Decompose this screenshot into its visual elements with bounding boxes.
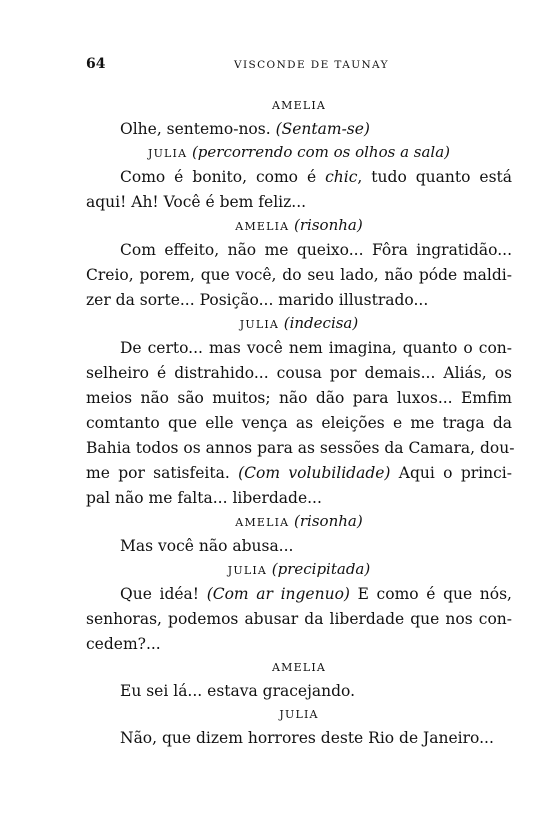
speaker-name: AMELIA [271, 661, 327, 674]
text-line: Como é bonito, como é chic, tudo quanto está [120, 168, 512, 186]
speech-block [86, 726, 512, 751]
text-line: pal não me falta... liberdade... [86, 489, 322, 507]
speech-block [86, 534, 512, 559]
speaker-name: AMELIA [235, 220, 290, 233]
text-line: cedem?... [86, 635, 161, 653]
stage-direction: (indecisa) [283, 314, 359, 332]
stage-direction: (Sentam-se) [275, 120, 370, 138]
speaker-heading [86, 514, 512, 530]
speech-block [86, 679, 512, 704]
text-line: Bahia todos os annos para as sessões da Camara, dou- [86, 439, 515, 457]
text-line: Que idéa! (Com ar ingenuo) E como é que nós, [120, 585, 512, 603]
text-line: meios não são muitos; não dão para luxos... Emfim [86, 389, 512, 407]
speech-block [86, 336, 515, 511]
text-line: selheiro é distrahido... cousa por demais... Aliás, os [86, 364, 512, 382]
text-line: Creio, porem, que você, do seu lado, não póde maldi- [86, 266, 512, 284]
text-line: Olhe, sentemo-nos. (Sentam-se) [120, 120, 370, 138]
speaker-heading [86, 145, 512, 161]
speaker-heading [86, 218, 512, 234]
stage-direction: (risonha) [294, 512, 363, 530]
running-title: VISCONDE DE TAUNAY [234, 59, 389, 71]
speech-block [86, 238, 512, 313]
speaker-name: AMELIA [235, 516, 290, 529]
stage-direction: (risonha) [294, 216, 363, 234]
text-line: zer da sorte... Posição... marido illustrado... [86, 291, 429, 309]
running-head [86, 56, 506, 76]
speech-block [86, 117, 512, 142]
speaker-heading [86, 316, 512, 332]
speech-block [86, 582, 512, 657]
speaker-name: JULIA [227, 564, 268, 577]
speaker-heading [86, 98, 512, 113]
speaker-name: JULIA [239, 318, 280, 331]
stage-direction: (percorrendo com os olhos a sala) [191, 143, 451, 161]
speaker-heading [86, 660, 512, 675]
speaker-name: AMELIA [271, 99, 327, 112]
speaker-name: JULIA [147, 147, 188, 160]
text-line: me por satisfeita. (Com volubilidade) Aqui o princi- [86, 464, 512, 482]
dialogue-text [86, 95, 515, 751]
speaker-heading [86, 707, 512, 722]
text-line: Não, que dizem horrores deste Rio de Janeiro... [120, 729, 494, 747]
text-line: comtanto que elle vença as eleições e me traga da [86, 414, 512, 432]
text-line: De certo... mas você nem imagina, quanto o con- [120, 339, 512, 357]
text-line: senhoras, podemos abusar da liberdade que nos con- [86, 610, 512, 628]
stage-direction: (precipitada) [271, 560, 371, 578]
page-number: 64 [86, 56, 106, 72]
speech-block [86, 165, 512, 215]
speaker-heading [86, 562, 512, 578]
stage-direction: (Com volubilidade) [238, 464, 391, 482]
stage-direction: (Com ar ingenuo) [206, 585, 350, 603]
text-line: aqui! Ah! Você é bem feliz... [86, 193, 307, 211]
text-line: Com effeito, não me queixo... Fôra ingratidão... [120, 241, 512, 259]
speaker-name: JULIA [279, 708, 319, 721]
text-line: Mas você não abusa... [120, 537, 294, 555]
text-line: Eu sei lá... estava gracejando. [120, 682, 356, 700]
